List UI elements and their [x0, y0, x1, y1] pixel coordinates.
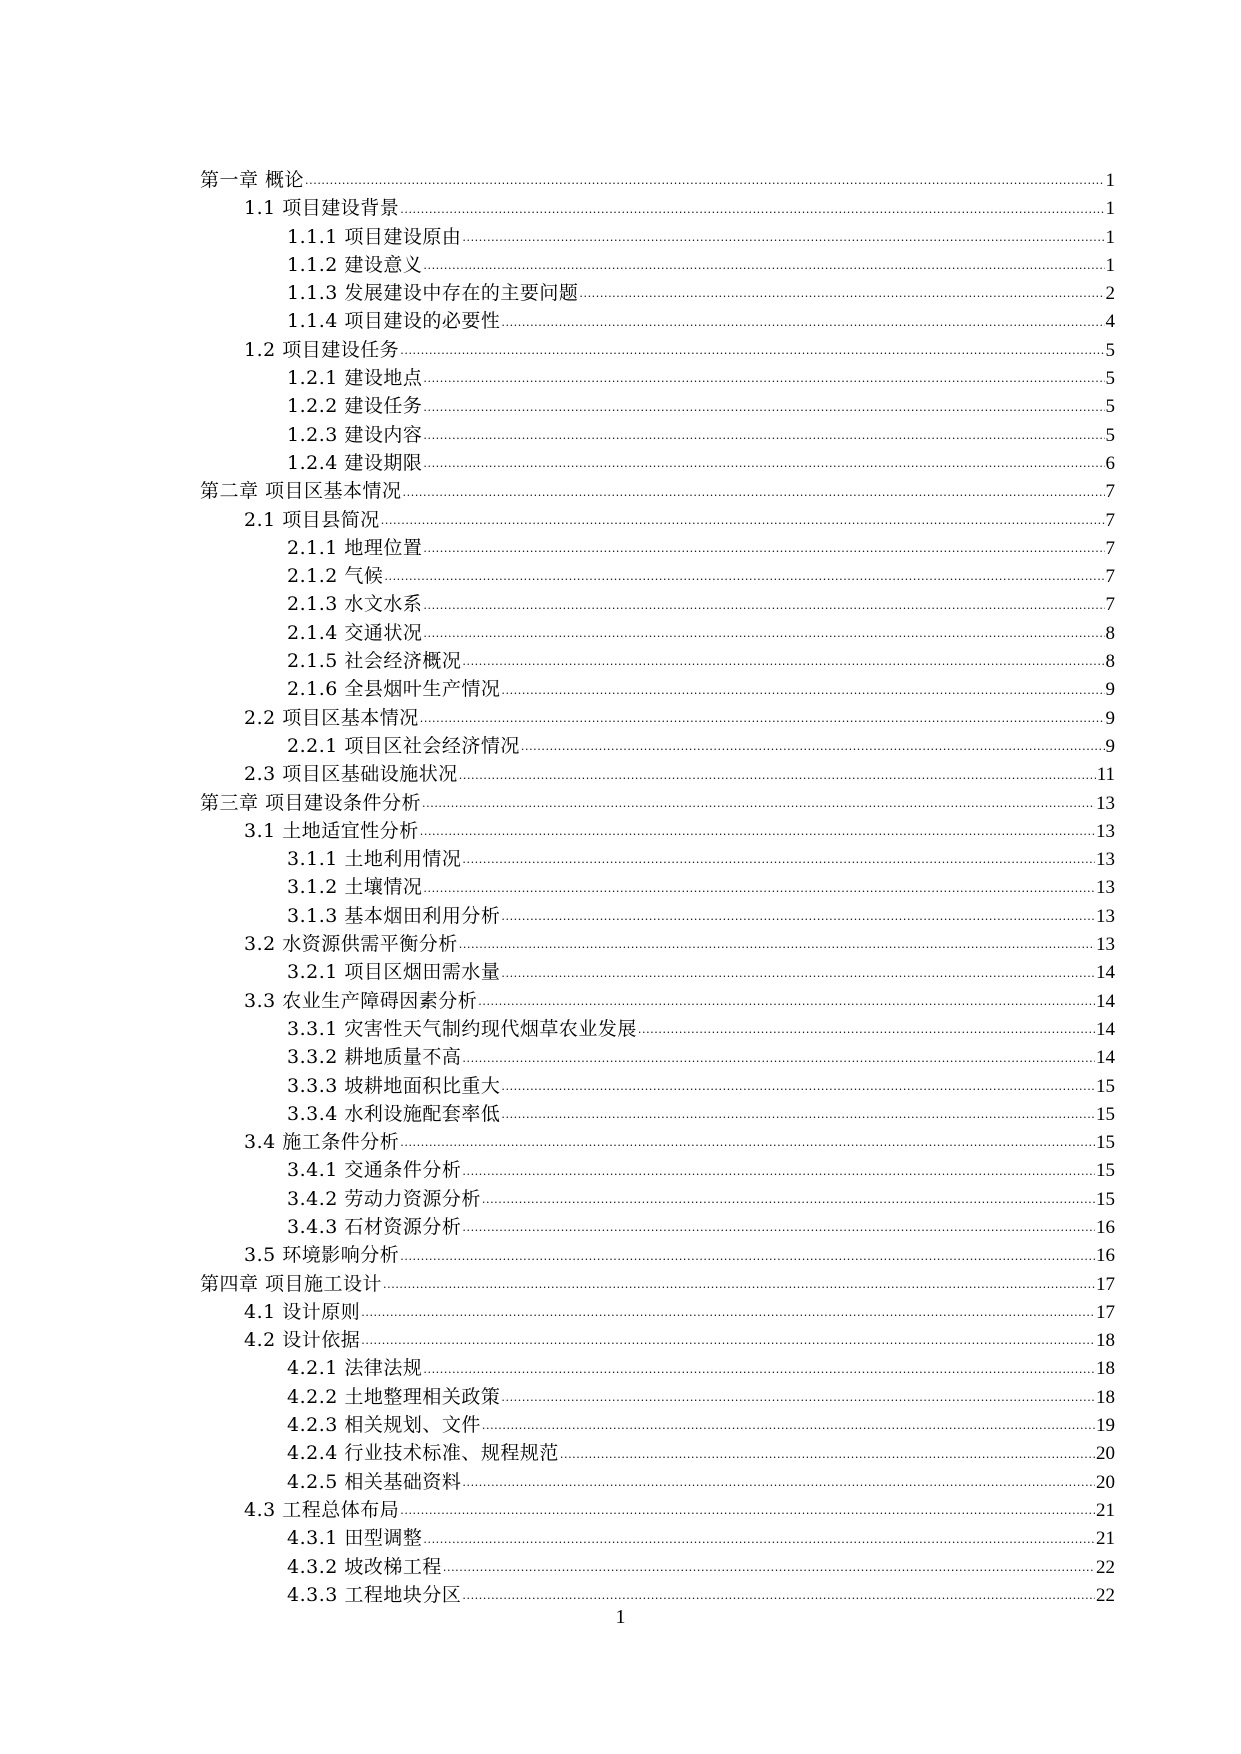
toc-entry-level-2[interactable]	[200, 760, 1115, 788]
toc-entry-title: 2.1.5 社会经济概况	[287, 650, 462, 673]
dot-leader	[462, 1220, 1095, 1236]
dot-leader	[361, 1333, 1095, 1349]
toc-entry-page-number: 15	[1096, 1132, 1115, 1154]
toc-entry-page-number: 1	[1105, 254, 1115, 276]
toc-entry-page-number: 8	[1105, 651, 1115, 673]
toc-entry-page-number: 7	[1105, 537, 1115, 559]
toc-entry-title: 2.1.3 水文水系	[287, 593, 423, 616]
toc-entry-page-number: 15	[1096, 1103, 1115, 1125]
toc-entry-level-3[interactable]	[200, 873, 1115, 901]
toc-entry-level-3[interactable]	[200, 1524, 1115, 1552]
toc-entry-title: 3.1.2 土壤情况	[287, 876, 423, 899]
toc-entry-title: 2.2.1 项目区社会经济情况	[287, 734, 520, 757]
dot-leader	[400, 343, 1104, 359]
toc-entry-title: 4.2.4 行业技术标准、规程规范	[287, 1442, 559, 1465]
toc-entry-page-number: 16	[1096, 1216, 1115, 1238]
toc-entry-title: 3.4 施工条件分析	[244, 1131, 400, 1154]
toc-entry-page-number: 20	[1096, 1443, 1115, 1465]
toc-entry-title: 3.4.3 石材资源分析	[287, 1215, 462, 1238]
dot-leader	[462, 1588, 1095, 1604]
toc-entry-page-number: 13	[1096, 934, 1115, 956]
toc-entry-page-number: 20	[1096, 1471, 1115, 1493]
toc-entry-page-number: 5	[1105, 339, 1115, 361]
toc-entry-level-3[interactable]	[200, 590, 1115, 618]
toc-entry-level-3[interactable]	[200, 534, 1115, 562]
toc-entry-level-3[interactable]	[200, 449, 1115, 477]
toc-entry-level-2[interactable]	[200, 987, 1115, 1015]
toc-entry-page-number: 13	[1096, 849, 1115, 871]
toc-entry-title: 第一章 概论	[200, 169, 305, 191]
toc-entry-title: 1.2.1 建设地点	[287, 367, 423, 390]
toc-entry-level-2[interactable]	[200, 1241, 1115, 1269]
toc-entry-page-number: 7	[1105, 509, 1115, 531]
toc-entry-title: 1.2 项目建设任务	[244, 338, 400, 361]
toc-entry-title: 3.1.1 土地利用情况	[287, 848, 462, 871]
toc-entry-page-number: 7	[1105, 566, 1115, 588]
toc-entry-page-number: 7	[1105, 594, 1115, 616]
toc-entry-title: 3.3.1 灾害性天气制约现代烟草农业发展	[287, 1017, 637, 1040]
dot-leader	[462, 230, 1104, 246]
toc-entry-level-3[interactable]	[200, 732, 1115, 760]
toc-entry-page-number: 18	[1096, 1358, 1115, 1380]
toc-entry-page-number: 16	[1096, 1245, 1115, 1267]
toc-entry-page-number: 1	[1105, 226, 1115, 248]
dot-leader	[384, 569, 1104, 585]
dot-leader	[501, 315, 1104, 331]
dot-leader	[501, 966, 1095, 982]
toc-entry-level-3[interactable]	[200, 1043, 1115, 1071]
dot-leader	[361, 1305, 1095, 1321]
dot-leader	[423, 626, 1104, 642]
toc-entry-level-3[interactable]	[200, 1213, 1115, 1241]
toc-entry-page-number: 18	[1096, 1386, 1115, 1408]
toc-entry-title: 第二章 项目区基本情况	[200, 480, 402, 503]
toc-entry-title: 1.1.2 建设意义	[287, 253, 423, 276]
toc-entry-title: 第四章 项目施工设计	[200, 1272, 383, 1295]
toc-entry-level-3[interactable]	[200, 1354, 1115, 1382]
dot-leader	[443, 1560, 1095, 1576]
dot-leader	[423, 258, 1104, 274]
toc-entry-title: 1.1.3 发展建设中存在的主要问题	[287, 282, 579, 305]
toc-entry-level-3[interactable]	[200, 364, 1115, 392]
dot-leader	[403, 485, 1105, 501]
toc-entry-page-number: 8	[1105, 622, 1115, 644]
toc-entry-title: 3.3.4 水利设施配套率低	[287, 1102, 501, 1125]
toc-entry-page-number: 14	[1096, 990, 1115, 1012]
toc-entry-level-3[interactable]	[200, 1439, 1115, 1467]
dot-leader	[521, 739, 1105, 755]
toc-entry-title: 2.1.2 气候	[287, 565, 384, 588]
toc-entry-level-2[interactable]	[200, 1496, 1115, 1524]
toc-entry-page-number: 21	[1096, 1528, 1115, 1550]
toc-entry-level-3[interactable]	[200, 1185, 1115, 1213]
toc-entry-level-3[interactable]	[200, 1015, 1115, 1043]
toc-entry-title: 4.2 设计依据	[244, 1329, 361, 1352]
toc-entry-page-number: 14	[1096, 962, 1115, 984]
dot-leader	[462, 654, 1104, 670]
toc-entry-level-1[interactable]	[200, 166, 1115, 194]
dot-leader	[478, 994, 1095, 1010]
toc-entry-level-2[interactable]	[200, 817, 1115, 845]
dot-leader	[501, 683, 1104, 699]
dot-leader	[423, 428, 1104, 444]
toc-entry-level-3[interactable]	[200, 902, 1115, 930]
dot-leader	[459, 937, 1095, 953]
toc-entry-page-number: 13	[1096, 905, 1115, 927]
toc-entry-title: 3.4.1 交通条件分析	[287, 1159, 462, 1182]
toc-entry-page-number: 15	[1096, 1160, 1115, 1182]
toc-entry-title: 4.3.3 工程地块分区	[287, 1583, 462, 1606]
dot-leader	[501, 1107, 1095, 1123]
toc-entry-page-number: 9	[1105, 679, 1115, 701]
toc-entry-page-number: 17	[1096, 1273, 1115, 1295]
toc-entry-title: 3.1 土地适宜性分析	[244, 819, 419, 842]
toc-entry-title: 2.1.6 全县烟叶生产情况	[287, 678, 501, 701]
toc-entry-title: 4.2.1 法律法规	[287, 1357, 423, 1380]
toc-entry-page-number: 11	[1096, 764, 1115, 786]
dot-leader	[638, 1022, 1095, 1038]
toc-entry-title: 1.1.1 项目建设原由	[287, 225, 462, 248]
toc-entry-title: 4.1 设计原则	[244, 1300, 361, 1323]
toc-entry-title: 1.1 项目建设背景	[244, 197, 400, 220]
toc-entry-title: 2.1.4 交通状况	[287, 621, 423, 644]
toc-entry-level-3[interactable]	[200, 647, 1115, 675]
toc-entry-level-3[interactable]	[200, 1383, 1115, 1411]
toc-entry-page-number: 21	[1096, 1499, 1115, 1521]
toc-entry-level-3[interactable]	[200, 1468, 1115, 1496]
toc-entry-page-number: 2	[1105, 283, 1115, 305]
toc-entry-level-3[interactable]	[200, 1581, 1115, 1609]
toc-entry-level-3[interactable]	[200, 223, 1115, 251]
toc-entry-page-number: 6	[1105, 452, 1115, 474]
toc-entry-title: 3.3.2 耕地质量不高	[287, 1046, 462, 1069]
dot-leader	[462, 1475, 1095, 1491]
toc-entry-page-number: 15	[1096, 1188, 1115, 1210]
toc-entry-title: 4.3.1 田型调整	[287, 1527, 423, 1550]
table-of-contents	[200, 166, 1115, 1609]
toc-entry-page-number: 14	[1096, 1018, 1115, 1040]
dot-leader	[400, 1249, 1095, 1265]
dot-leader	[420, 824, 1095, 840]
toc-entry-page-number: 15	[1096, 1075, 1115, 1097]
toc-entry-level-3[interactable]	[200, 562, 1115, 590]
toc-entry-level-2[interactable]	[200, 930, 1115, 958]
dot-leader	[482, 1418, 1095, 1434]
dot-leader	[423, 400, 1104, 416]
dot-leader	[400, 1503, 1095, 1519]
dot-leader	[400, 202, 1104, 218]
dot-leader	[400, 1135, 1095, 1151]
toc-entry-page-number: 13	[1096, 877, 1115, 899]
toc-entry-page-number: 9	[1105, 707, 1115, 729]
dot-leader	[422, 796, 1095, 812]
toc-entry-title: 3.2 水资源供需平衡分析	[244, 933, 458, 956]
dot-leader	[501, 909, 1095, 925]
toc-entry-title: 4.2.3 相关规划、文件	[287, 1414, 481, 1437]
toc-entry-level-3[interactable]	[200, 1156, 1115, 1184]
toc-entry-level-3[interactable]	[200, 392, 1115, 420]
toc-entry-title: 1.2.3 建设内容	[287, 423, 423, 446]
toc-entry-level-3[interactable]	[200, 1100, 1115, 1128]
toc-entry-title: 3.2.1 项目区烟田需水量	[287, 961, 501, 984]
dot-leader	[423, 371, 1104, 387]
toc-entry-level-1[interactable]	[200, 477, 1115, 505]
toc-entry-title: 1.1.4 项目建设的必要性	[287, 310, 501, 333]
toc-entry-title: 3.3 农业生产障碍因素分析	[244, 989, 478, 1012]
toc-entry-level-1[interactable]	[200, 1270, 1115, 1298]
toc-entry-level-2[interactable]	[200, 1128, 1115, 1156]
toc-entry-page-number: 5	[1105, 424, 1115, 446]
dot-leader	[462, 852, 1095, 868]
dot-leader	[381, 513, 1105, 529]
toc-entry-page-number: 9	[1105, 735, 1115, 757]
toc-entry-page-number: 4	[1105, 311, 1115, 333]
dot-leader	[423, 598, 1104, 614]
toc-entry-title: 2.1.1 地理位置	[287, 536, 423, 559]
toc-entry-title: 4.2.2 土地整理相关政策	[287, 1385, 501, 1408]
toc-entry-title: 1.2.2 建设任务	[287, 395, 423, 418]
dot-leader	[462, 1164, 1095, 1180]
toc-entry-title: 2.1 项目县简况	[244, 508, 380, 531]
dot-leader	[423, 881, 1095, 897]
toc-entry-level-3[interactable]	[200, 675, 1115, 703]
toc-entry-page-number: 22	[1096, 1556, 1115, 1578]
toc-entry-level-3[interactable]	[200, 1072, 1115, 1100]
toc-entry-level-3[interactable]	[200, 421, 1115, 449]
toc-entry-title: 4.3 工程总体布局	[244, 1498, 400, 1521]
dot-leader	[501, 1079, 1095, 1095]
toc-entry-page-number: 1	[1105, 170, 1115, 191]
dot-leader	[501, 1390, 1095, 1406]
toc-entry-page-number: 5	[1105, 368, 1115, 390]
toc-entry-level-2[interactable]	[200, 336, 1115, 364]
toc-entry-page-number: 14	[1096, 1047, 1115, 1069]
dot-leader	[423, 456, 1104, 472]
dot-leader	[423, 1362, 1095, 1378]
toc-entry-level-2[interactable]	[200, 704, 1115, 732]
toc-entry-level-3[interactable]	[200, 307, 1115, 335]
page-number: 1	[615, 1606, 626, 1628]
toc-entry-level-3[interactable]	[200, 845, 1115, 873]
toc-entry-level-3[interactable]	[200, 279, 1115, 307]
toc-entry-level-3[interactable]	[200, 251, 1115, 279]
toc-entry-title: 3.3.3 坡耕地面积比重大	[287, 1074, 501, 1097]
toc-entry-level-2[interactable]	[200, 1298, 1115, 1326]
toc-entry-title: 3.5 环境影响分析	[244, 1244, 400, 1267]
dot-leader	[305, 173, 1104, 189]
dot-leader	[560, 1447, 1095, 1463]
toc-entry-page-number: 13	[1096, 820, 1115, 842]
dot-leader	[459, 768, 1096, 784]
toc-entry-level-2[interactable]	[200, 506, 1115, 534]
toc-entry-title: 3.1.3 基本烟田利用分析	[287, 904, 501, 927]
toc-entry-title: 第三章 项目建设条件分析	[200, 791, 422, 814]
toc-entry-title: 1.2.4 建设期限	[287, 451, 423, 474]
toc-entry-title: 2.3 项目区基础设施状况	[244, 763, 458, 786]
toc-entry-level-2[interactable]	[200, 1326, 1115, 1354]
toc-entry-page-number: 18	[1096, 1330, 1115, 1352]
toc-entry-level-3[interactable]	[200, 958, 1115, 986]
toc-entry-level-3[interactable]	[200, 1411, 1115, 1439]
dot-leader	[423, 1532, 1095, 1548]
toc-entry-level-1[interactable]	[200, 789, 1115, 817]
toc-entry-title: 4.3.2 坡改梯工程	[287, 1555, 442, 1578]
toc-entry-page-number: 7	[1105, 481, 1115, 503]
dot-leader	[420, 711, 1105, 727]
toc-entry-page-number: 5	[1105, 396, 1115, 418]
dot-leader	[423, 541, 1104, 557]
dot-leader	[383, 1277, 1095, 1293]
toc-entry-title: 4.2.5 相关基础资料	[287, 1470, 462, 1493]
toc-entry-page-number: 1	[1105, 198, 1115, 220]
dot-leader	[462, 1051, 1095, 1067]
toc-entry-page-number: 19	[1096, 1415, 1115, 1437]
toc-entry-page-number: 17	[1096, 1301, 1115, 1323]
dot-leader	[579, 286, 1104, 302]
toc-entry-title: 2.2 项目区基本情况	[244, 706, 419, 729]
toc-entry-level-3[interactable]	[200, 1553, 1115, 1581]
toc-entry-level-3[interactable]	[200, 619, 1115, 647]
dot-leader	[482, 1192, 1095, 1208]
toc-entry-title: 3.4.2 劳动力资源分析	[287, 1187, 481, 1210]
toc-entry-level-2[interactable]	[200, 194, 1115, 222]
toc-entry-page-number: 13	[1096, 792, 1115, 814]
toc-entry-page-number: 22	[1096, 1584, 1115, 1606]
